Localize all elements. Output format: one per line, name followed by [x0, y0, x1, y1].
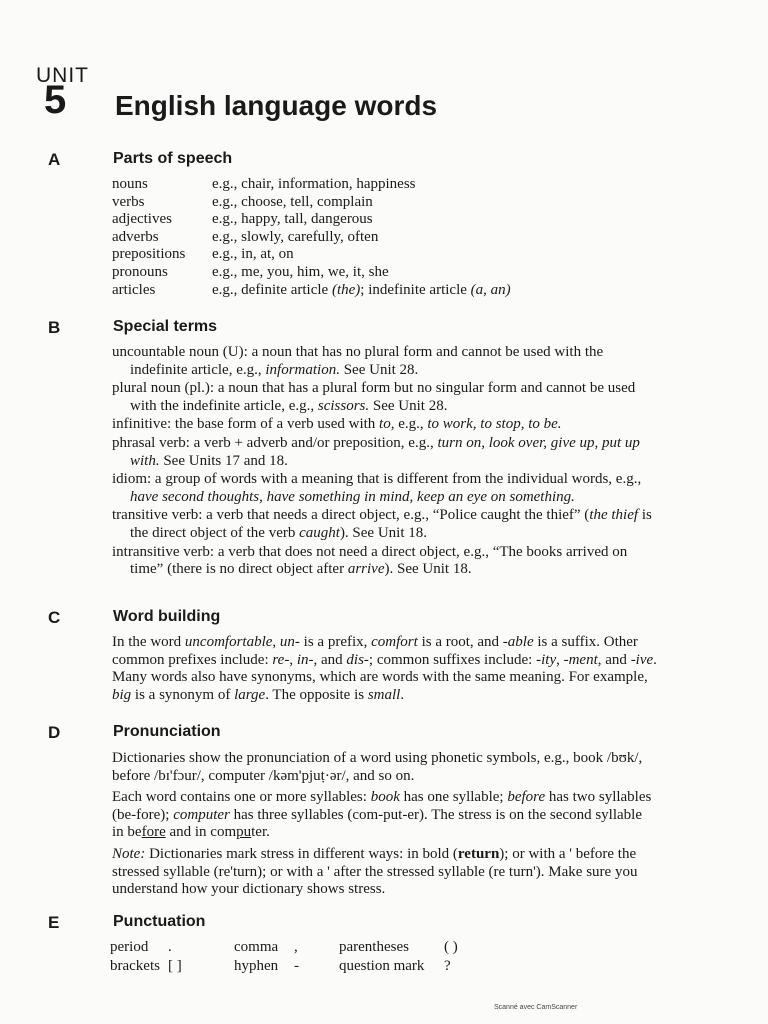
- mark-symbol: .: [168, 939, 172, 955]
- text: ; indefinite article: [360, 281, 471, 298]
- page-title: English language words: [115, 90, 438, 121]
- term-entry: [112, 416, 657, 434]
- text: is a suffix. Other common prefixes include:: [112, 634, 638, 668]
- example: -ive: [630, 651, 654, 668]
- term: adjectives: [112, 211, 172, 228]
- text: is the direct object of the verb: [130, 507, 652, 541]
- bold-example: return: [457, 845, 500, 862]
- mark-name: comma: [234, 939, 279, 955]
- text: ; common suffixes include:: [368, 651, 537, 668]
- term: articles: [112, 281, 156, 298]
- section-b-letter: B: [48, 318, 61, 337]
- example: -able: [502, 634, 534, 650]
- example: in-: [296, 651, 314, 668]
- term: nouns: [112, 176, 148, 192]
- section-e-letter: E: [48, 913, 60, 932]
- text: . Many words also have synonyms, which are words with the same meaning. For example,: [112, 651, 657, 686]
- text: ,: [289, 651, 297, 668]
- text: , and: [597, 651, 631, 668]
- text: , and: [313, 651, 347, 668]
- text: a verb that needs a direct object, e.g., “Police caught the thief” (: [202, 507, 590, 524]
- mark-name: period: [110, 939, 149, 955]
- example: turn on, look over, give up, put up with.: [130, 434, 640, 469]
- text: See Unit 28.: [369, 397, 448, 414]
- text: a noun that has a plural form but no singular form and cannot be used with the indefinite article, e.g.,: [130, 380, 636, 414]
- term: prepositions: [112, 246, 186, 263]
- text: . The opposite is: [265, 686, 368, 703]
- mark-name: brackets: [110, 958, 160, 974]
- examples: e.g., me, you, him, we, it, she: [212, 263, 389, 280]
- text: ). See Unit 18.: [384, 561, 472, 578]
- term-label: phrasal verb:: [112, 434, 190, 451]
- examples: e.g., slowly, carefully, often: [212, 228, 379, 245]
- mark-name: hyphen: [234, 958, 279, 974]
- text: ter.: [251, 824, 270, 841]
- term-entry: [112, 471, 657, 506]
- table-row: [112, 229, 511, 247]
- example: to: [379, 416, 391, 433]
- text: the base form of a verb used with: [171, 416, 380, 433]
- term-label: intransitive verb:: [112, 543, 215, 560]
- text: e.g., definite article: [212, 281, 332, 298]
- section-d-title: Pronunciation: [113, 723, 221, 740]
- section-b-title: Special terms: [113, 318, 218, 335]
- pronunciation-text: [112, 750, 657, 903]
- term-label: plural noun (pl.):: [112, 380, 215, 397]
- text: ); or with a ' before the stressed syllable (re'turn); or with a ' after the stressed syllable (re turn'). Make sure you understand how your dictionary shows stress.: [112, 845, 638, 898]
- special-terms-list: [112, 344, 657, 580]
- section-c-title: Word building: [113, 608, 221, 625]
- section-a-title: Parts of speech: [113, 150, 233, 167]
- example: dis-: [346, 651, 369, 668]
- example: have second thoughts, have something in mind, keep an eye on something.: [130, 488, 575, 505]
- table-row: [112, 176, 511, 194]
- mark-name: question mark: [339, 958, 425, 974]
- term-entry: [112, 380, 657, 415]
- example: arrive: [347, 561, 385, 578]
- unit-number: 5: [44, 78, 67, 122]
- text: ). See Unit 18.: [339, 524, 428, 541]
- example: computer: [173, 806, 230, 823]
- example: information.: [265, 361, 340, 378]
- term-entry: [112, 507, 657, 542]
- table-row: [112, 282, 511, 300]
- table-row: [110, 938, 474, 957]
- example: re-: [272, 651, 290, 668]
- example: small: [367, 686, 401, 703]
- section-e-title: Punctuation: [113, 913, 206, 930]
- text: has one syllable;: [399, 789, 508, 806]
- scanner-footer: Scanné avec CamScanner: [494, 1004, 578, 1011]
- punctuation-table: [110, 938, 474, 976]
- table-row: [110, 957, 474, 976]
- example: the thief: [589, 507, 639, 524]
- section-a-letter: A: [48, 150, 61, 169]
- text: a group of words with a meaning that is different from the individual words, e.g.,: [151, 471, 642, 488]
- example: before: [507, 789, 546, 806]
- paragraph: Dictionaries show the pronunciation of a word using phonetic symbols, e.g., book /bʊk/, before /bɪ'fɔur/, computer /kəm'pjuṭ·ər/, and so on.: [112, 750, 643, 784]
- example: book: [370, 789, 400, 806]
- example: large: [234, 686, 266, 703]
- example: -ity: [536, 651, 557, 668]
- term-entry: [112, 435, 657, 470]
- table-row: [112, 264, 511, 282]
- paragraph: [112, 789, 657, 842]
- text: is a prefix,: [299, 634, 372, 650]
- example: big: [112, 686, 132, 703]
- paragraph: [112, 634, 657, 704]
- examples: e.g., happy, tall, dangerous: [212, 211, 373, 228]
- table-row: [112, 246, 511, 264]
- text: is a root, and: [417, 634, 503, 650]
- term: pronouns: [112, 263, 168, 280]
- term-label: infinitive:: [112, 416, 172, 433]
- mark-symbol: ?: [444, 958, 451, 974]
- text: .: [400, 686, 405, 703]
- word-building-paragraph: [112, 634, 657, 708]
- mark-name: parentheses: [339, 939, 409, 955]
- term-entry: [112, 344, 657, 379]
- term-label: uncountable noun (U):: [112, 344, 248, 360]
- examples: e.g., chair, information, happiness: [212, 176, 416, 192]
- section-c-letter: C: [48, 608, 61, 627]
- section-d-letter: D: [48, 723, 61, 742]
- table-row: [112, 211, 511, 229]
- text: a verb + adverb and/or preposition, e.g.,: [189, 434, 438, 451]
- example: caught: [299, 524, 340, 541]
- example-definite: (the): [331, 281, 361, 298]
- text: and in com: [165, 824, 237, 841]
- note-label: Note:: [112, 845, 146, 862]
- example: to work, to stop, to be.: [427, 416, 562, 433]
- mark-symbol: -: [294, 958, 299, 974]
- text: See Units 17 and 18.: [159, 452, 288, 469]
- term: verbs: [112, 193, 145, 210]
- text: a noun that has no plural form and cannot be used with the indefinite article, e.g.,: [130, 344, 604, 378]
- example: scissors.: [317, 397, 370, 414]
- text: Each word contains one or more syllables:: [112, 789, 371, 806]
- example: -ment: [563, 651, 598, 668]
- paragraph: [112, 846, 657, 899]
- term-label: transitive verb:: [112, 507, 203, 524]
- parts-of-speech-table: [112, 176, 511, 299]
- examples: [212, 282, 511, 300]
- term-entry: [112, 544, 657, 579]
- text: has two syllables (be-fore);: [112, 789, 652, 823]
- text: , e.g.,: [390, 416, 428, 433]
- mark-symbol: ( ): [444, 939, 458, 955]
- term-label: idiom:: [112, 471, 152, 488]
- text: is a synonym of: [131, 686, 235, 703]
- mark-symbol: ,: [294, 939, 298, 955]
- stressed-syllable: pu: [236, 824, 252, 841]
- unit-label: UNIT: [36, 64, 89, 87]
- mark-symbol: [ ]: [168, 958, 182, 974]
- table-row: [112, 194, 511, 212]
- example-indefinite: (a, an): [470, 281, 511, 298]
- term: adverbs: [112, 228, 159, 245]
- text: See Unit 28.: [339, 361, 419, 378]
- text: a verb that does not need a direct object, e.g., “The books arrived on time” (there is no direct object after: [130, 543, 628, 578]
- example: un-: [279, 634, 300, 650]
- text: Dictionaries mark stress in different ways: in bold (: [145, 845, 458, 862]
- example: uncomfortable: [184, 634, 273, 650]
- stressed-syllable: fore: [141, 824, 166, 841]
- text: In the word: [112, 634, 185, 650]
- text: ,: [272, 634, 280, 650]
- examples: e.g., in, at, on: [212, 246, 294, 263]
- text: has three syllables (com-put-er). The stress is on the second syllable in be: [112, 806, 642, 841]
- example: comfort: [371, 634, 418, 650]
- examples: e.g., choose, tell, complain: [212, 193, 373, 210]
- text: ,: [556, 651, 564, 668]
